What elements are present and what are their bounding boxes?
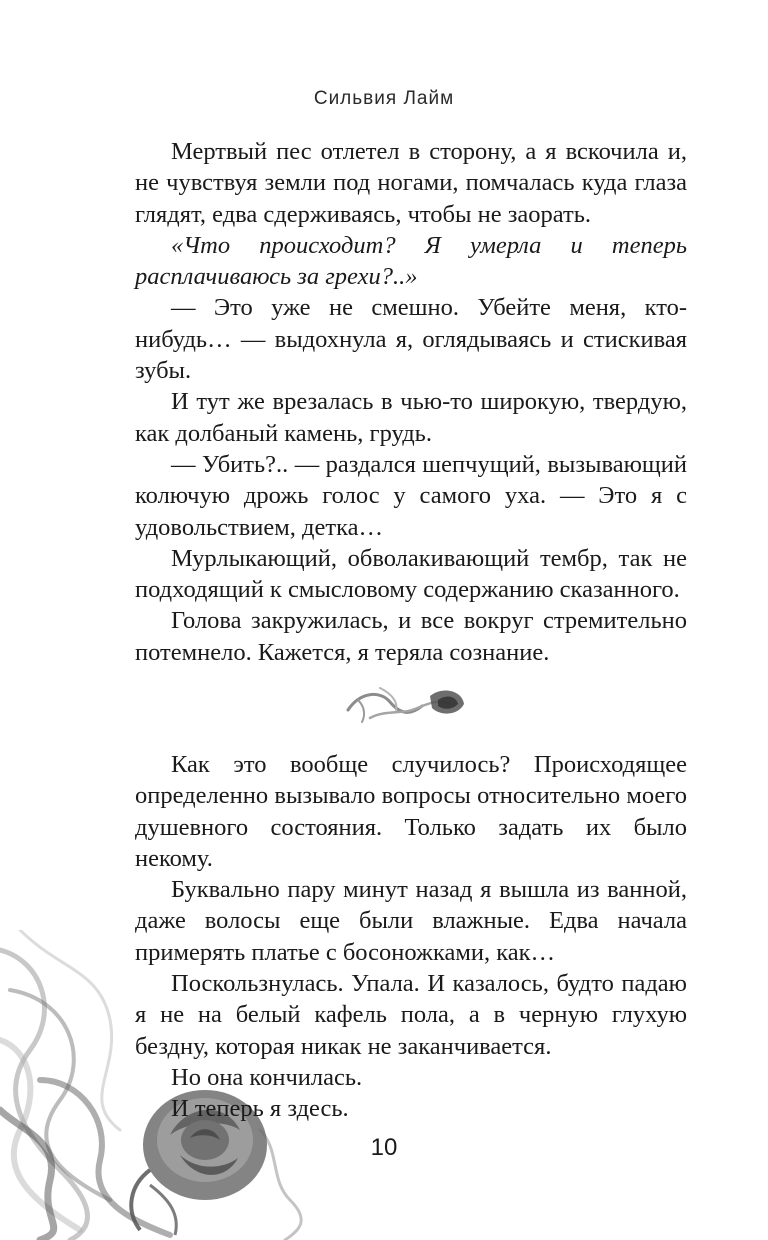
running-head-author: Сильвия Лайм	[313, 88, 455, 109]
paragraph: Мертвый пес отлетел в сторону, а я вскочила и, не чувствуя земли под ногами, помчалась куда глаза глядят, едва сдерживаясь, чтобы не заорать.	[135, 138, 687, 228]
paragraph: — Убить?.. — раздался шепчущий, вызывающий колючую дрожь голос у самого уха. — Это я с удовольствием, детка…	[135, 450, 687, 541]
paragraph: Как это вообще случилось? Происходящее определенно вызывало вопросы относительно моего душевного состояния. Только задать их было некому.	[135, 751, 687, 872]
smoke-wisp	[10, 990, 110, 1200]
paragraph: Голова закружилась, и все вокруг стремительно потемнело. Кажется, я теряла сознание.	[135, 607, 687, 666]
paragraph: Но она кончилась.	[171, 1063, 363, 1091]
paragraph: Поскользнулась. Упала. И казалось, будто падаю я не на белый кафель пола, а в черную глухую бездну, которая никак не заканчивается.	[135, 970, 687, 1060]
paragraph: И тут же врезалась в чью-то широкую, твердую, как долбаный камень, грудь.	[135, 388, 687, 447]
paragraph: Буквально пару минут назад я вышла из ванной, даже волосы еще были влажные. Едва начала примерять платье с босоножками, как…	[135, 876, 687, 966]
paragraph: И теперь я здесь.	[171, 1095, 349, 1123]
paragraph: Мурлыкающий, обволакивающий тембр, так не подходящий к смысловому содержанию сказанного.	[135, 544, 687, 604]
paragraph-italic-thought: «Что происходит? Я умерла и теперь расплачиваюсь за грехи?..»	[135, 231, 687, 291]
smoke-wisp	[0, 950, 88, 1240]
text-section-2	[135, 749, 687, 1125]
page-number: 10	[370, 1134, 398, 1161]
paragraph: — Это уже не смешно. Убейте меня, кто-нибудь… — выдохнула я, оглядываясь и стискивая зубы.	[135, 294, 687, 385]
section-break-ornament	[340, 680, 470, 728]
text-section-1	[135, 136, 687, 668]
smoke-wisp	[20, 930, 120, 1130]
